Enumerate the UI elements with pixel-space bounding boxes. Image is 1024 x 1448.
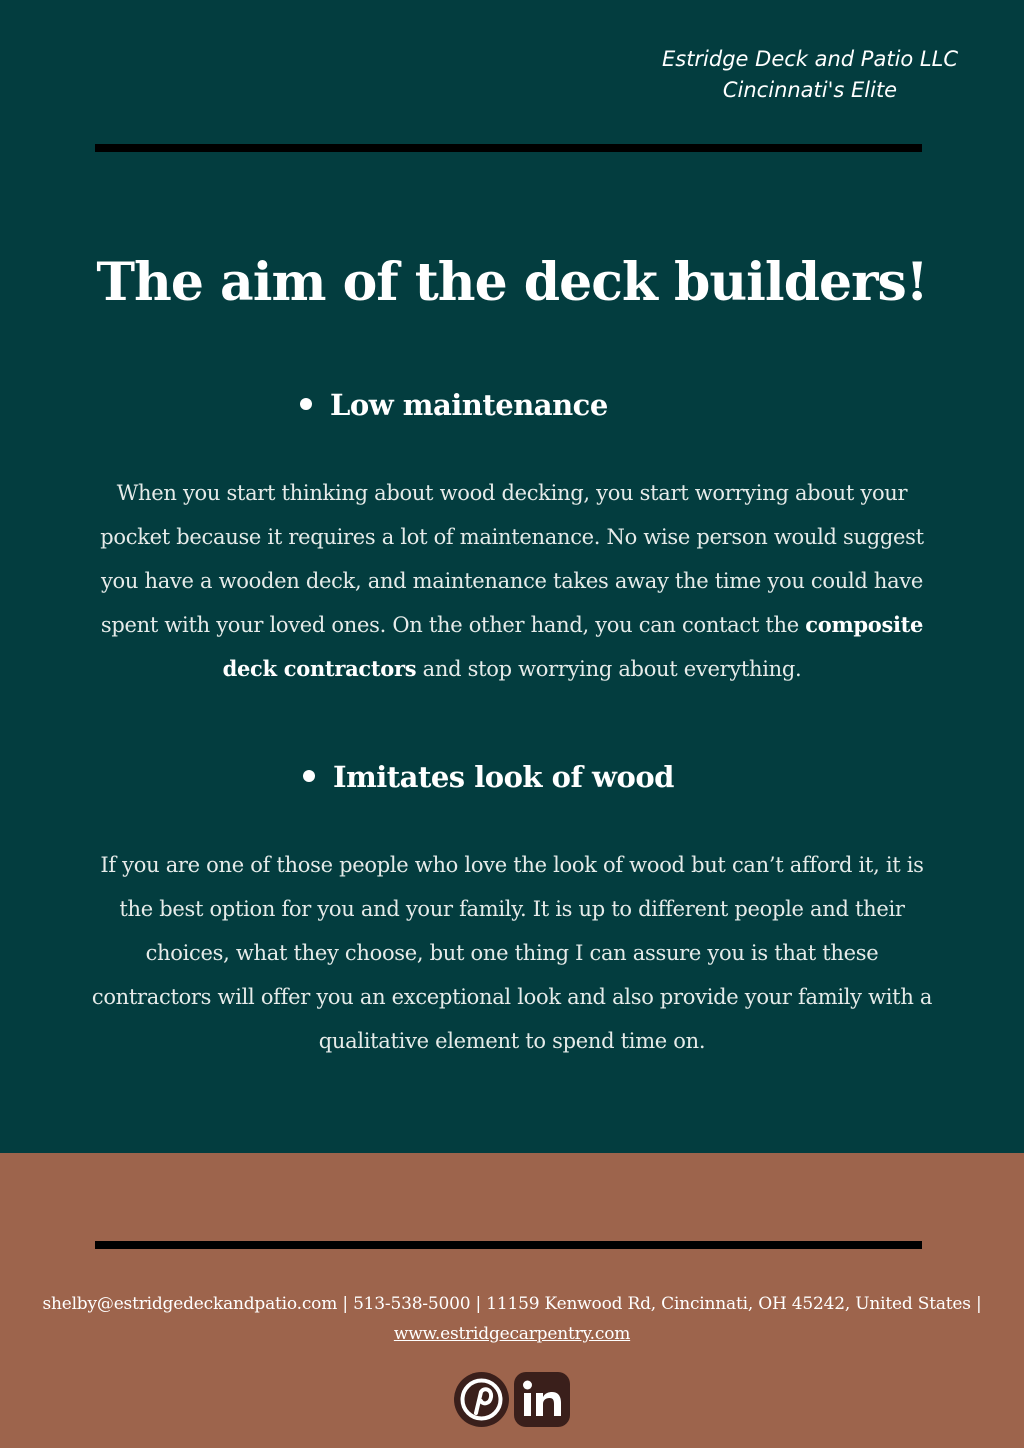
- section-heading-low-maintenance: [300, 388, 608, 422]
- heading-label: Low maintenance: [330, 388, 608, 422]
- brand-tagline: Cincinnati's Elite: [722, 78, 898, 102]
- section-paragraph-imitates-wood: If you are one of those people who love the look of wood but can’t afford it, it is the best option for you and your family. It is up to different people and their choices, what they choose, but one thing I can assure you is that these contractors will offer you an exceptional look and also provide your family with a qualitative element to spend time on.: [91, 853, 933, 1053]
- brand-block: [640, 44, 980, 106]
- contact-info: [0, 1289, 1024, 1349]
- bullet-icon: [303, 770, 315, 782]
- website-link[interactable]: www.estridgecarpentry.com: [393, 1324, 631, 1344]
- section-paragraph-low-maintenance: [90, 471, 934, 691]
- paragraph-text-end: and stop worrying about everything.: [416, 657, 802, 681]
- top-divider: [95, 144, 922, 152]
- paragraph-text: When you start thinking about wood decking, you start worrying about your pocket because it requires a lot of maintenance. No wise person would suggest you have a wooden deck, and maintenance takes away the time you could have spent with your loved ones. On the other hand, you can contact the: [100, 481, 924, 637]
- brand-name: Estridge Deck and Patio LLC: [661, 47, 958, 71]
- heading-label: Imitates look of wood: [333, 760, 674, 794]
- bullet-icon: [300, 398, 312, 410]
- page-title: The aim of the deck builders!: [96, 252, 928, 313]
- bottom-divider: [95, 1241, 922, 1249]
- pinterest-icon[interactable]: [454, 1372, 509, 1427]
- paragraph-bold-link: composite deck contractors: [222, 612, 924, 681]
- linkedin-icon[interactable]: [514, 1372, 570, 1427]
- section-heading-imitates-wood: [303, 760, 674, 794]
- contact-line: shelby@estridgedeckandpatio.com | 513-538-5000 | 11159 Kenwood Rd, Cincinnati, OH 45242, United States |: [42, 1294, 982, 1314]
